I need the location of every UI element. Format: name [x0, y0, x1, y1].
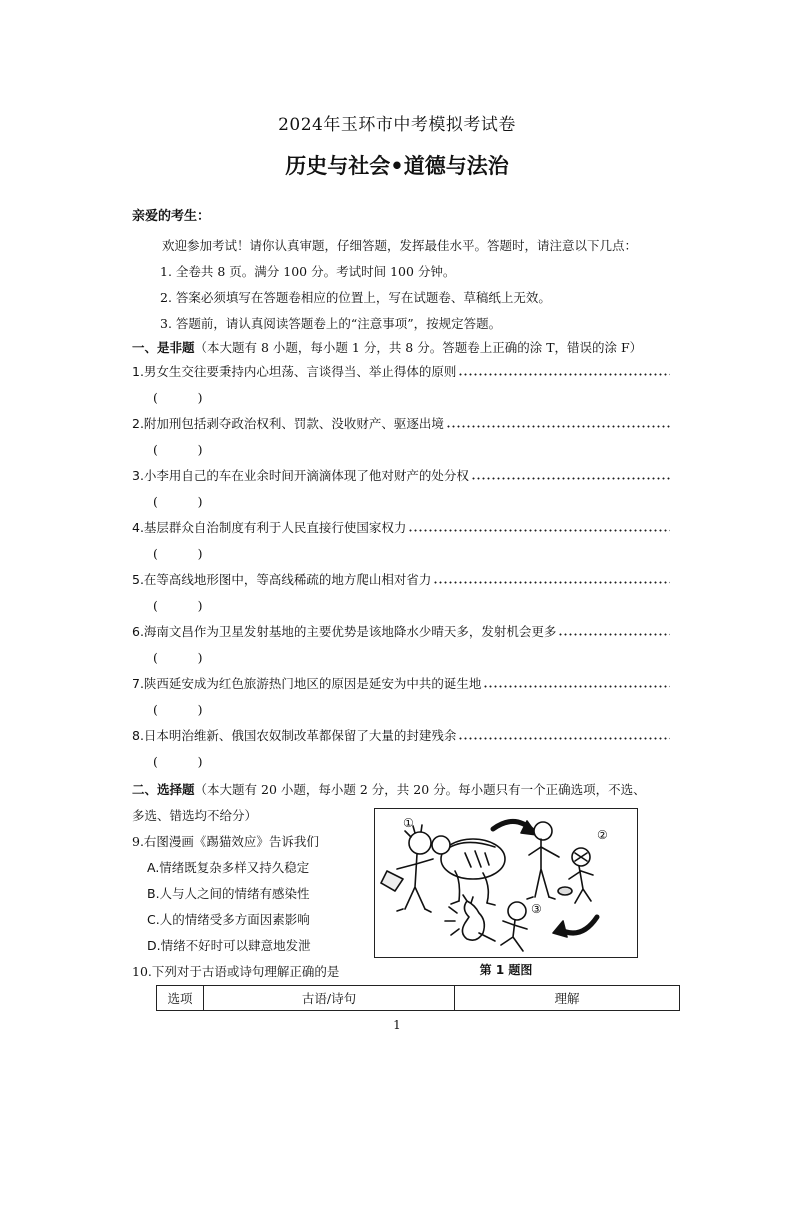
question-10-stem: 10.下列对于古语或诗句理解正确的是 — [132, 964, 340, 979]
leader-dots — [458, 373, 670, 376]
tf-question — [132, 414, 670, 432]
answer-blank: ( ) — [153, 754, 203, 769]
answer-blank: ( ) — [153, 390, 203, 405]
tf-question — [132, 362, 670, 380]
leader-dots — [483, 685, 670, 688]
answer-blank: ( ) — [153, 494, 203, 509]
question-text: 8.日本明治维新、俄国农奴制改革都保留了大量的封建残余 — [132, 728, 457, 743]
option-b: B.人与人之间的情绪有感染性 — [147, 886, 310, 901]
notice-line: 欢迎参加考试！请你认真审题，仔细答题，发挥最佳水平。答题时，请注意以下几点： — [162, 238, 638, 253]
tf-question — [132, 726, 670, 744]
notice-line: 3. 答题前，请认真阅读答题卷上的“注意事项”，按规定答题。 — [160, 316, 502, 331]
tf-question — [132, 674, 670, 692]
question-text: 7.陕西延安成为红色旅游热门地区的原因是延安为中共的诞生地 — [132, 676, 482, 691]
answer-blank: ( ) — [153, 442, 203, 457]
section-1-heading — [132, 338, 642, 356]
leader-dots — [458, 737, 670, 740]
answer-blank: ( ) — [153, 650, 203, 665]
notice-line: 2. 答案必须填写在答题卷相应的位置上，写在试题卷、草稿纸上无效。 — [160, 290, 551, 305]
marker-3: ③ — [531, 902, 542, 916]
section-1-desc: （本大题有 8 小题，每小题 1 分，共 8 分。答题卷上正确的涂 T，错误的涂 F） — [194, 340, 643, 355]
question-text: 4.基层群众自治制度有利于人民直接行使国家权力 — [132, 520, 407, 535]
question-text: 2.附加刑包括剥夺政治权利、罚款、没收财产、驱逐出境 — [132, 416, 444, 431]
question-10-table — [156, 985, 680, 1011]
notice-line: 1. 全卷共 8 页。满分 100 分。考试时间 100 分钟。 — [160, 264, 456, 279]
section-1-title: 一、是非题 — [132, 340, 195, 355]
option-c: C.人的情绪受多方面因素影响 — [147, 912, 310, 927]
cartoon-drawing — [375, 809, 637, 957]
tf-question — [132, 570, 670, 588]
answer-blank: ( ) — [153, 546, 203, 561]
leader-dots — [446, 425, 670, 428]
leader-dots — [433, 581, 670, 584]
leader-dots — [558, 633, 670, 636]
col-option: 选项 — [157, 986, 204, 1011]
section-2-heading — [132, 780, 646, 798]
answer-blank: ( ) — [153, 702, 203, 717]
leader-dots — [408, 529, 670, 532]
col-quote: 古语/诗句 — [204, 986, 455, 1011]
section-2-desc-cont: 多选、错选均不给分） — [132, 808, 258, 823]
page-number: 1 — [393, 1018, 401, 1032]
question-text: 6.海南文昌作为卫星发射基地的主要优势是该地降水少晴天多，发射机会更多 — [132, 624, 557, 639]
col-understanding: 理解 — [455, 986, 680, 1011]
exam-title: 2024年玉环市中考模拟考试卷 — [278, 115, 516, 135]
marker-2: ② — [597, 828, 608, 842]
tf-question — [132, 518, 670, 536]
table-header-row — [157, 986, 680, 1011]
answer-blank: ( ) — [153, 598, 203, 613]
question-text: 5.在等高线地形图中，等高线稀疏的地方爬山相对省力 — [132, 572, 432, 587]
kick-the-cat-cartoon — [374, 808, 638, 958]
question-text: 3.小李用自己的车在业余时间开滴滴体现了他对财产的处分权 — [132, 468, 469, 483]
section-2-title: 二、选择题 — [132, 782, 195, 797]
tf-question — [132, 622, 670, 640]
figure-caption: 第 1 题图 — [479, 963, 533, 977]
marker-1: ① — [403, 816, 414, 830]
option-a: A.情绪既复杂多样又持久稳定 — [147, 860, 310, 875]
option-d: D.情绪不好时可以肆意地发泄 — [147, 938, 311, 953]
question-text: 1.男女生交往要秉持内心坦荡、言谈得当、举止得体的原则 — [132, 364, 457, 379]
section-2-desc: （本大题有 20 小题，每小题 2 分，共 20 分。每小题只有一个正确选项，不选、 — [194, 782, 646, 797]
question-9-stem: 9.右图漫画《踢猫效应》告诉我们 — [132, 834, 319, 849]
tf-question — [132, 466, 670, 484]
exam-subtitle: 历史与社会•道德与法治 — [285, 154, 509, 178]
greeting: 亲爱的考生： — [132, 209, 211, 224]
leader-dots — [471, 477, 670, 480]
